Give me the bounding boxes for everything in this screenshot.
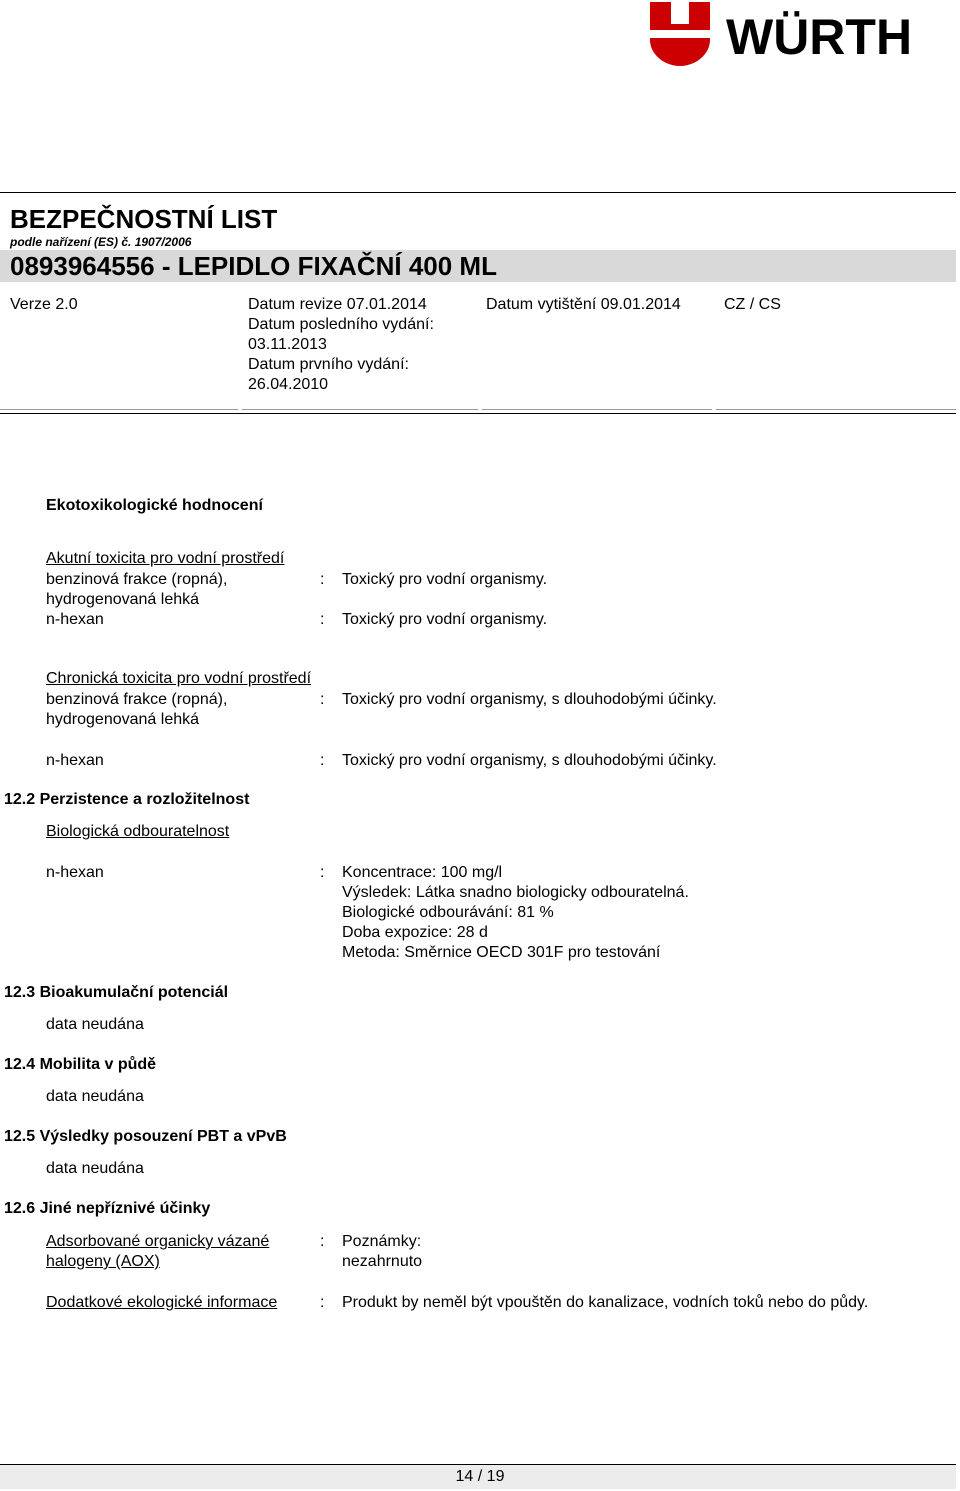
- biodegradation: Biologické odbourávání: 81 %: [342, 904, 554, 921]
- last-issue-date: 03.11.2013: [248, 336, 327, 353]
- first-issue-date: 26.04.2010: [248, 376, 329, 393]
- colon: :: [320, 611, 325, 628]
- section-12-4-text: data neudána: [46, 1088, 144, 1105]
- column-divider: [242, 409, 478, 410]
- acute-toxicity-heading: Akutní toxicita pro vodní prostředí: [46, 550, 285, 567]
- page-number: 14 / 19: [455, 1468, 505, 1485]
- section-12-5-text: data neudána: [46, 1160, 144, 1177]
- aox-note-value: nezahrnuto: [342, 1253, 423, 1270]
- method: Metoda: Směrnice OECD 301F pro testování: [342, 944, 661, 961]
- column-divider: [0, 409, 238, 410]
- regulation-subtitle: podle nařízení (ES) č. 1907/2006: [10, 235, 192, 249]
- version: Verze 2.0: [10, 296, 78, 313]
- colon: :: [320, 691, 325, 708]
- substance-label: n-hexan: [46, 752, 104, 769]
- language-code: CZ / CS: [724, 296, 781, 313]
- substance-label: n-hexan: [46, 864, 104, 881]
- section-12-6-heading: 12.6 Jiné nepříznivé účinky: [4, 1200, 211, 1217]
- concentration: Koncentrace: 100 mg/l: [342, 864, 503, 881]
- svg-text:WÜRTH: WÜRTH: [726, 9, 913, 65]
- header-rule-bottom: [0, 413, 956, 414]
- substance-label: benzinová frakce (ropná), hydrogenovaná lehká: [46, 691, 228, 728]
- last-issue-label: Datum posledního vydání:: [248, 316, 434, 333]
- colon: :: [320, 864, 325, 881]
- result: Výsledek: Látka snadno biologicky odbouratelná.: [342, 884, 689, 901]
- substance-label: benzinová frakce (ropná), hydrogenovaná lehká: [46, 571, 228, 608]
- substance-label: n-hexan: [46, 611, 104, 628]
- section-12-2-heading: 12.2 Perzistence a rozložitelnost: [4, 791, 250, 808]
- header-rule-top: [0, 192, 956, 193]
- product-name: 0893964556 - LEPIDLO FIXAČNÍ 400 ML: [10, 251, 497, 281]
- acute-value: Toxický pro vodní organismy.: [342, 571, 548, 588]
- colon: :: [320, 1294, 325, 1311]
- section-12-4-heading: 12.4 Mobilita v půdě: [4, 1056, 157, 1073]
- revision-date: Datum revize 07.01.2014: [248, 296, 427, 313]
- wurth-logo-mark: [648, 0, 960, 70]
- aox-note-label: Poznámky:: [342, 1233, 422, 1250]
- column-divider: [482, 409, 712, 410]
- biodegradability-heading: Biologická odbouratelnost: [46, 823, 230, 840]
- chronic-value: Toxický pro vodní organismy, s dlouhodobými účinky.: [342, 691, 717, 708]
- extra-eco-info-value: Produkt by neměl být vpouštěn do kanalizace, vodních toků nebo do půdy.: [342, 1294, 869, 1311]
- document-title: BEZPEČNOSTNÍ LIST: [10, 204, 278, 234]
- wurth-logo: [648, 0, 960, 70]
- chronic-toxicity-heading: Chronická toxicita pro vodní prostředí: [46, 670, 312, 687]
- chronic-value: Toxický pro vodní organismy, s dlouhodobými účinky.: [342, 752, 717, 769]
- section-12-3-text: data neudána: [46, 1016, 144, 1033]
- biodegradability-values: [342, 863, 932, 963]
- colon: :: [320, 571, 325, 588]
- acute-value: Toxický pro vodní organismy.: [342, 611, 548, 628]
- colon: :: [320, 752, 325, 769]
- first-issue-label: Datum prvního vydání:: [248, 356, 409, 373]
- extra-eco-info-label: Dodatkové ekologické informace: [46, 1294, 278, 1311]
- colon: :: [320, 1233, 325, 1250]
- exposure-time: Doba expozice: 28 d: [342, 924, 488, 941]
- section-12-5-heading: 12.5 Výsledky posouzení PBT a vPvB: [4, 1128, 287, 1145]
- column-divider: [716, 409, 956, 410]
- ecotox-heading: Ekotoxikologické hodnocení: [46, 497, 263, 514]
- aox-label: Adsorbované organicky vázané halogeny (AOX): [46, 1233, 270, 1270]
- section-12-3-heading: 12.3 Bioakumulační potenciál: [4, 984, 229, 1001]
- print-date: Datum vytištění 09.01.2014: [486, 296, 681, 313]
